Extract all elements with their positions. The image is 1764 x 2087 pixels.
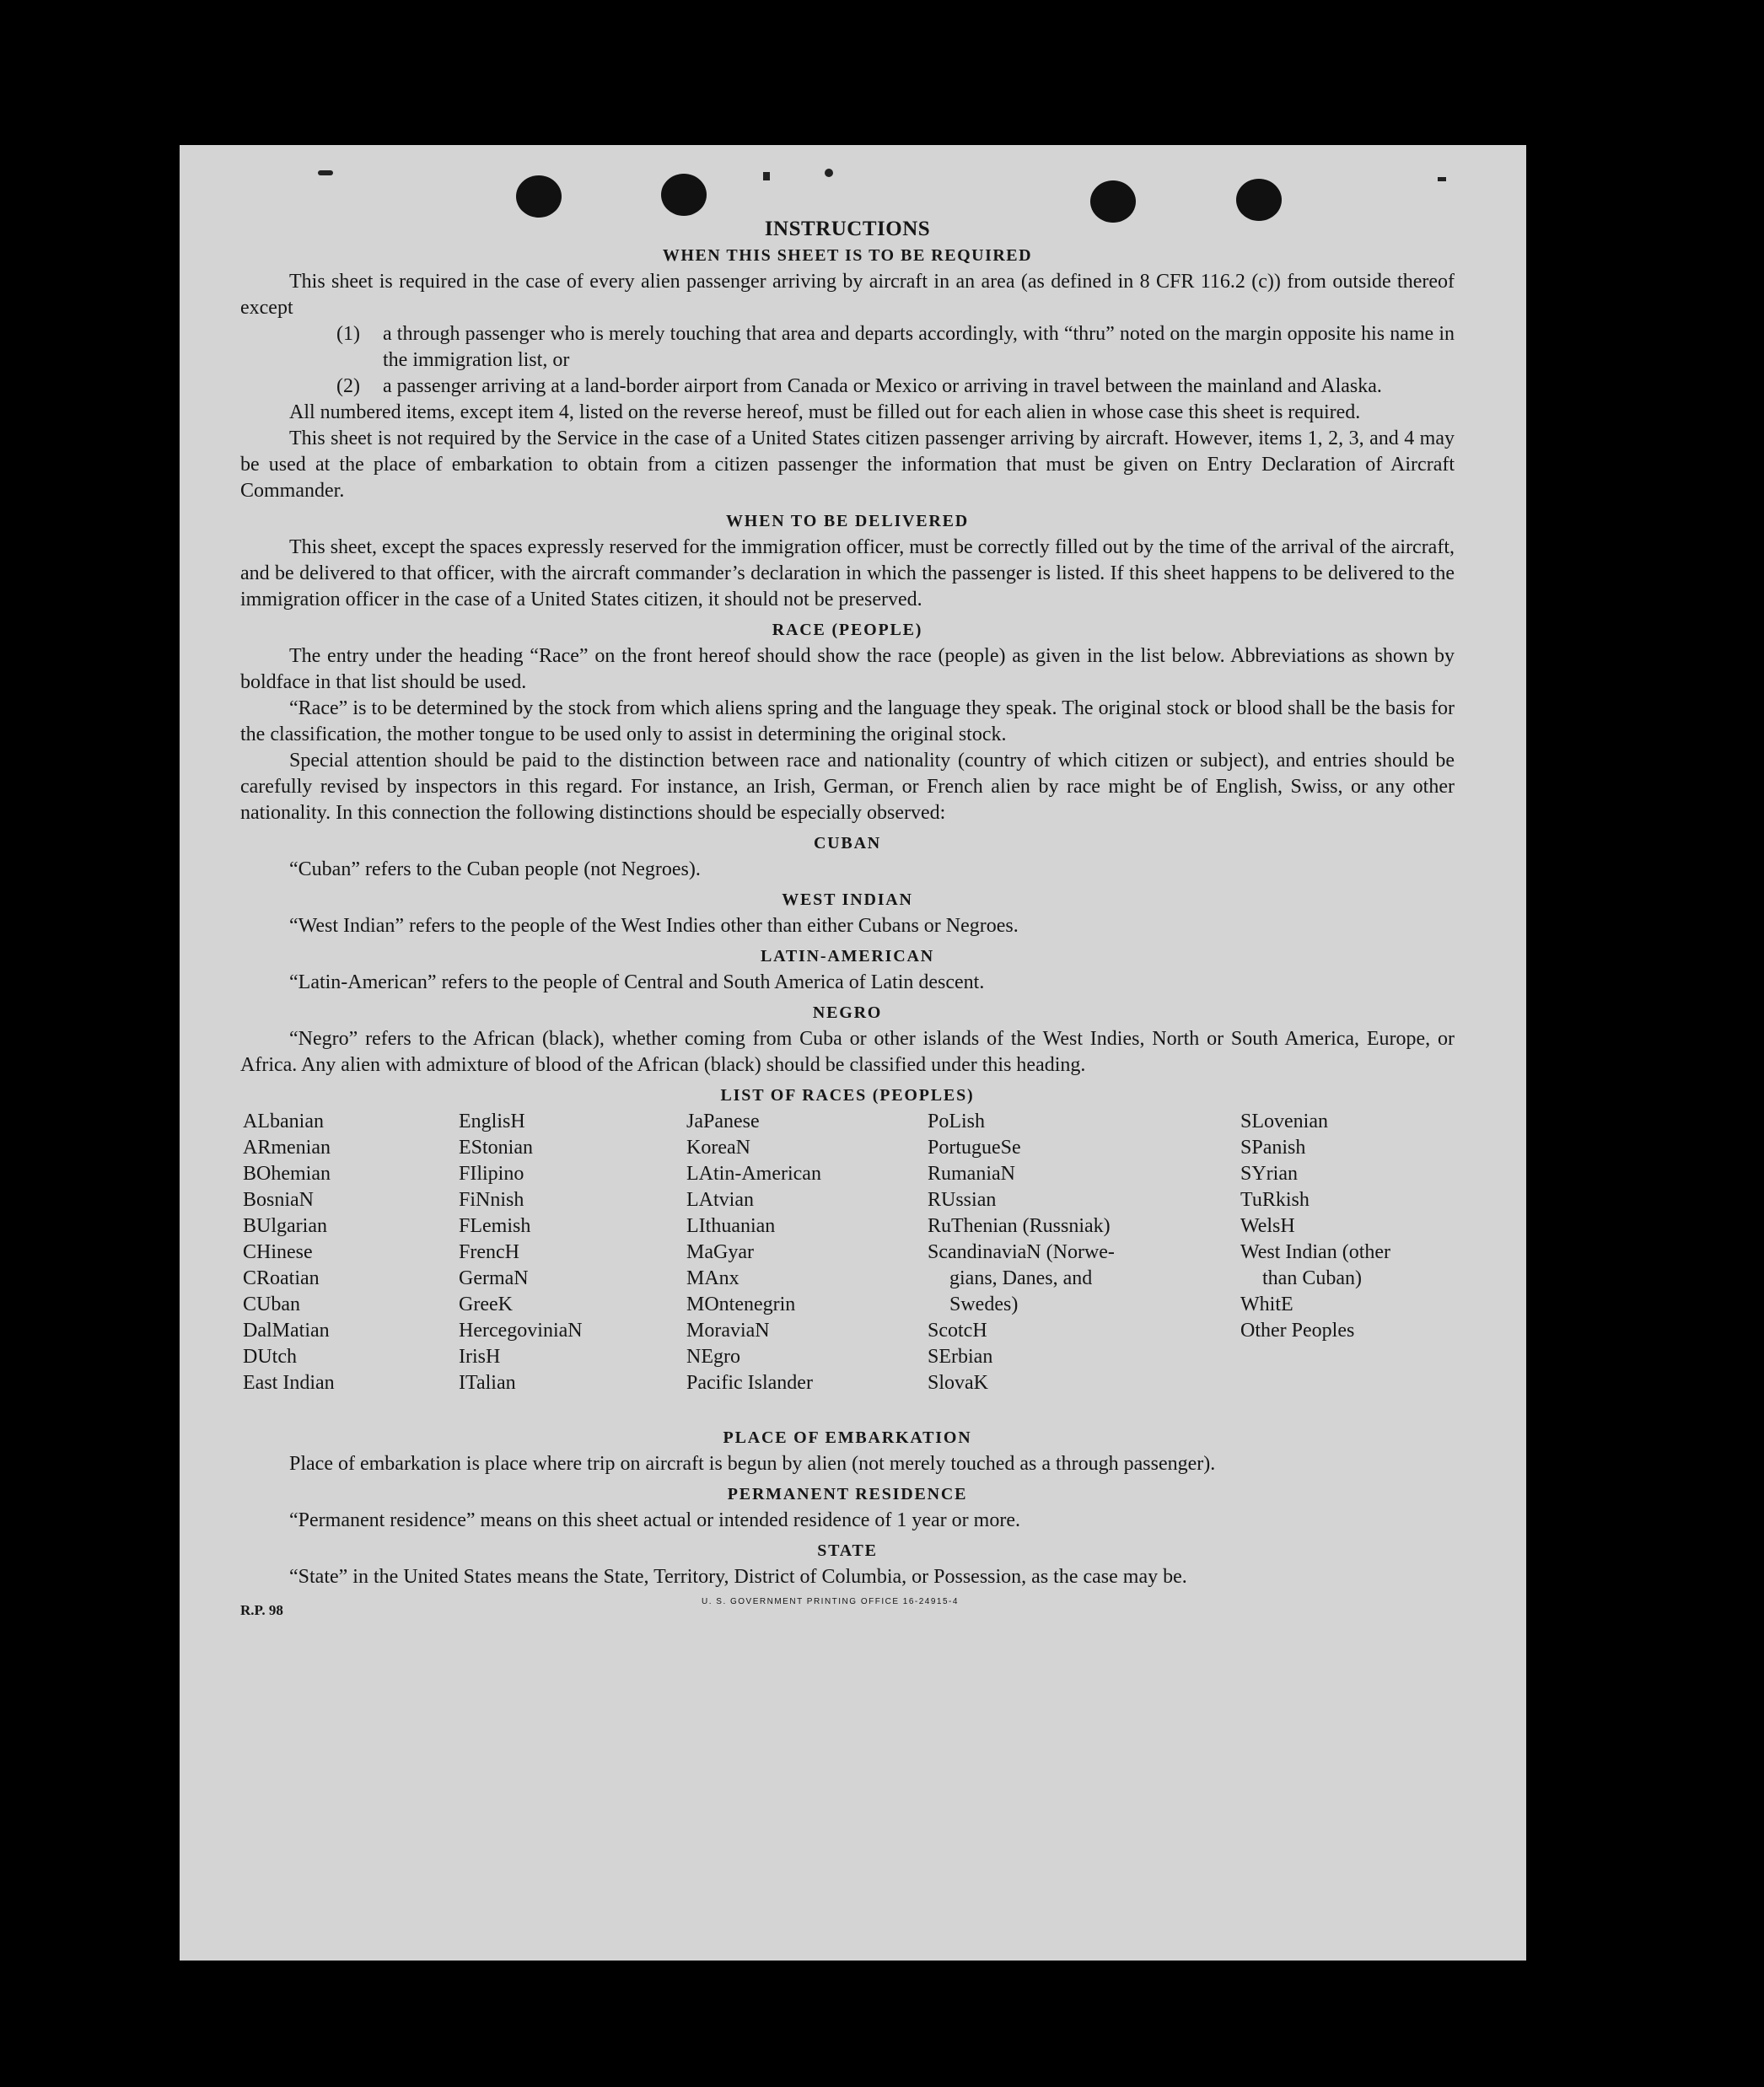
speck — [825, 169, 833, 177]
race-paragraph: The entry under the heading “Race” on the front hereof should show the race (people) as given in the list below. Abbreviations as shown by boldface in that list should be used. — [240, 645, 1455, 693]
race-column-1 — [243, 1109, 335, 1396]
race-entry: RUssian — [928, 1189, 997, 1211]
race-entry: IrisH — [459, 1346, 501, 1368]
race-column-3 — [686, 1109, 821, 1396]
race-entry: MOntenegrin — [686, 1294, 796, 1315]
state-paragraph: “State” in the United States means the State, Territory, District of Columbia, or Possession, as the case may be. — [289, 1566, 1187, 1588]
race-entry: WelsH — [1240, 1215, 1295, 1237]
punch-hole — [1236, 179, 1282, 221]
race-entry: PoLish — [928, 1111, 986, 1132]
race-entry: ITalian — [459, 1372, 516, 1394]
race-heading: RACE (PEOPLE) — [772, 621, 923, 639]
exception-number: (2) — [336, 375, 360, 397]
race-entry: HercegoviniaN — [459, 1320, 583, 1342]
race-entry: CUban — [243, 1294, 300, 1315]
embarkation-paragraph: Place of embarkation is place where trip on aircraft is begun by alien (not merely touched as a through passenger). — [289, 1453, 1216, 1475]
race-entry: GreeK — [459, 1294, 513, 1315]
race-entry: ARmenian — [243, 1137, 331, 1159]
cuban-paragraph: “Cuban” refers to the Cuban people (not Negroes). — [289, 858, 701, 880]
delivered-heading: WHEN TO BE DELIVERED — [725, 512, 970, 530]
race-entry: SLovenian — [1240, 1111, 1328, 1132]
race-entry: East Indian — [243, 1372, 335, 1394]
race-list — [240, 1109, 1455, 1421]
exception-number: (1) — [336, 323, 360, 345]
race-entry: SlovaK — [928, 1372, 988, 1394]
race-entry: SYrian — [1240, 1163, 1298, 1185]
race-entry: TuRkish — [1240, 1189, 1310, 1211]
race-list-heading: LIST OF RACES (PEOPLES) — [720, 1086, 975, 1105]
race-entry: PortugueSe — [928, 1137, 1021, 1159]
race-entry: DUtch — [243, 1346, 297, 1368]
exception-item — [336, 374, 1455, 400]
embarkation-heading: PLACE OF EMBARKATION — [723, 1428, 972, 1447]
race-column-4 — [928, 1109, 1115, 1396]
race-column-5 — [1240, 1109, 1390, 1344]
race-entry: Swedes) — [949, 1294, 1019, 1315]
citizen-paragraph: This sheet is not required by the Service in the case of a United States citizen passenger arriving by aircraft. However, items 1, 2, 3, and 4 may be used at the place of embarkation to obtain from a citizen passenger the information that must be given on Entry Declaration of Aircraft Commander. — [240, 428, 1455, 502]
race-entry: FrencH — [459, 1241, 519, 1263]
numbered-items-paragraph: All numbered items, except item 4, listed on the reverse hereof, must be filled out for each alien in whose case this sheet is required. — [289, 401, 1361, 423]
page-title: INSTRUCTIONS — [764, 218, 931, 240]
instructions-content — [240, 216, 1455, 1629]
race-entry: NEgro — [686, 1346, 740, 1368]
race-entry: CHinese — [243, 1241, 313, 1263]
race-entry: ScandinaviaN (Norwe- — [928, 1241, 1115, 1263]
race-entry: SErbian — [928, 1346, 993, 1368]
speck — [318, 170, 333, 175]
page-footer — [240, 1595, 1455, 1629]
race-entry: gians, Danes, and — [949, 1267, 1093, 1289]
cuban-heading: CUBAN — [813, 834, 882, 853]
race-entry: Pacific Islander — [686, 1372, 813, 1394]
punch-hole — [516, 175, 562, 218]
west-indian-heading: WEST INDIAN — [782, 890, 913, 909]
race-entry: RuThenian (Russniak) — [928, 1215, 1111, 1237]
printer-imprint: U. S. GOVERNMENT PRINTING OFFICE 16-24915-4 — [702, 1597, 959, 1606]
race-entry: BosniaN — [243, 1189, 314, 1211]
exception-item — [336, 321, 1455, 374]
race-entry: LAtin-American — [686, 1163, 821, 1185]
form-number: R.P. 98 — [240, 1602, 283, 1618]
race-entry: WhitE — [1240, 1294, 1293, 1315]
exception-text: a passenger arriving at a land-border airport from Canada or Mexico or arriving in travel between the mainland and Alaska. — [383, 375, 1382, 397]
race-entry: FLemish — [459, 1215, 531, 1237]
race-column-2 — [459, 1109, 583, 1396]
race-entry: MoraviaN — [686, 1320, 770, 1342]
race-entry: BUlgarian — [243, 1215, 327, 1237]
race-entry: FiNnish — [459, 1189, 524, 1211]
document-sheet — [180, 145, 1526, 1961]
residence-heading: PERMANENT RESIDENCE — [727, 1485, 968, 1503]
race-entry: ScotcH — [928, 1320, 987, 1342]
delivered-paragraph: This sheet, except the spaces expressly reserved for the immigration officer, must be correctly filled out by the time of the arrival of the aircraft, and be delivered to that officer, with the aircraft commander’s declaration in which the passenger is listed. If this sheet happens to be delivered to the immigration officer in the case of a United States citizen, it should not be preserved. — [240, 536, 1455, 611]
latin-american-paragraph: “Latin-American” refers to the people of Central and South America of Latin descent. — [289, 971, 985, 993]
state-heading: STATE — [817, 1541, 878, 1560]
race-entry: Other Peoples — [1240, 1320, 1355, 1342]
latin-american-heading: LATIN-AMERICAN — [761, 947, 934, 966]
required-intro: This sheet is required in the case of every alien passenger arriving by aircraft in an area (as defined in 8 CFR 116.2 (c)) from outside thereof except — [240, 271, 1455, 319]
negro-heading: NEGRO — [812, 1003, 883, 1022]
race-paragraph: “Race” is to be determined by the stock from which aliens spring and the language they speak. The original stock or blood shall be the basis for the classification, the mother tongue to be used only to assist in determining the original stock. — [240, 697, 1455, 745]
race-entry: BOhemian — [243, 1163, 331, 1185]
race-entry: LAtvian — [686, 1189, 754, 1211]
race-entry: JaPanese — [686, 1111, 760, 1132]
race-entry: FIlipino — [459, 1163, 524, 1185]
race-entry: MAnx — [686, 1267, 739, 1289]
race-entry: SPanish — [1240, 1137, 1306, 1159]
race-entry: KoreaN — [686, 1137, 750, 1159]
race-entry: DalMatian — [243, 1320, 330, 1342]
race-entry: MaGyar — [686, 1241, 754, 1263]
race-entry: EStonian — [459, 1137, 533, 1159]
punch-hole — [661, 174, 707, 216]
race-entry: RumaniaN — [928, 1163, 1015, 1185]
exception-text: a through passenger who is merely touching that area and departs accordingly, with “thru” noted on the margin opposite his name in the immigration list, or — [383, 323, 1455, 371]
negro-paragraph: “Negro” refers to the African (black), whether coming from Cuba or other islands of the West Indies, North or South America, Europe, or Africa. Any alien with admixture of blood of the African (black) should be classified under this heading. — [240, 1028, 1455, 1076]
race-entry: GermaN — [459, 1267, 529, 1289]
race-entry: ALbanian — [243, 1111, 324, 1132]
speck — [763, 172, 770, 180]
residence-paragraph: “Permanent residence” means on this sheet actual or intended residence of 1 year or more. — [289, 1509, 1020, 1531]
race-entry: LIthuanian — [686, 1215, 776, 1237]
required-heading: WHEN THIS SHEET IS TO BE REQUIRED — [662, 246, 1033, 265]
speck — [1438, 177, 1446, 181]
race-entry: West Indian (other — [1240, 1241, 1391, 1263]
west-indian-paragraph: “West Indian” refers to the people of the West Indies other than either Cubans or Negroes. — [289, 915, 1019, 937]
race-paragraph: Special attention should be paid to the distinction between race and nationality (country of which citizen or subject), and entries should be carefully revised by inspectors in this regard. For instance, an Irish, German, or French alien by race might be of English, Swiss, or any other nationality. In this connection the following distinctions should be especially observed: — [240, 750, 1455, 824]
race-entry: EnglisH — [459, 1111, 525, 1132]
race-entry: than Cuban) — [1262, 1267, 1362, 1289]
race-entry: CRoatian — [243, 1267, 320, 1289]
